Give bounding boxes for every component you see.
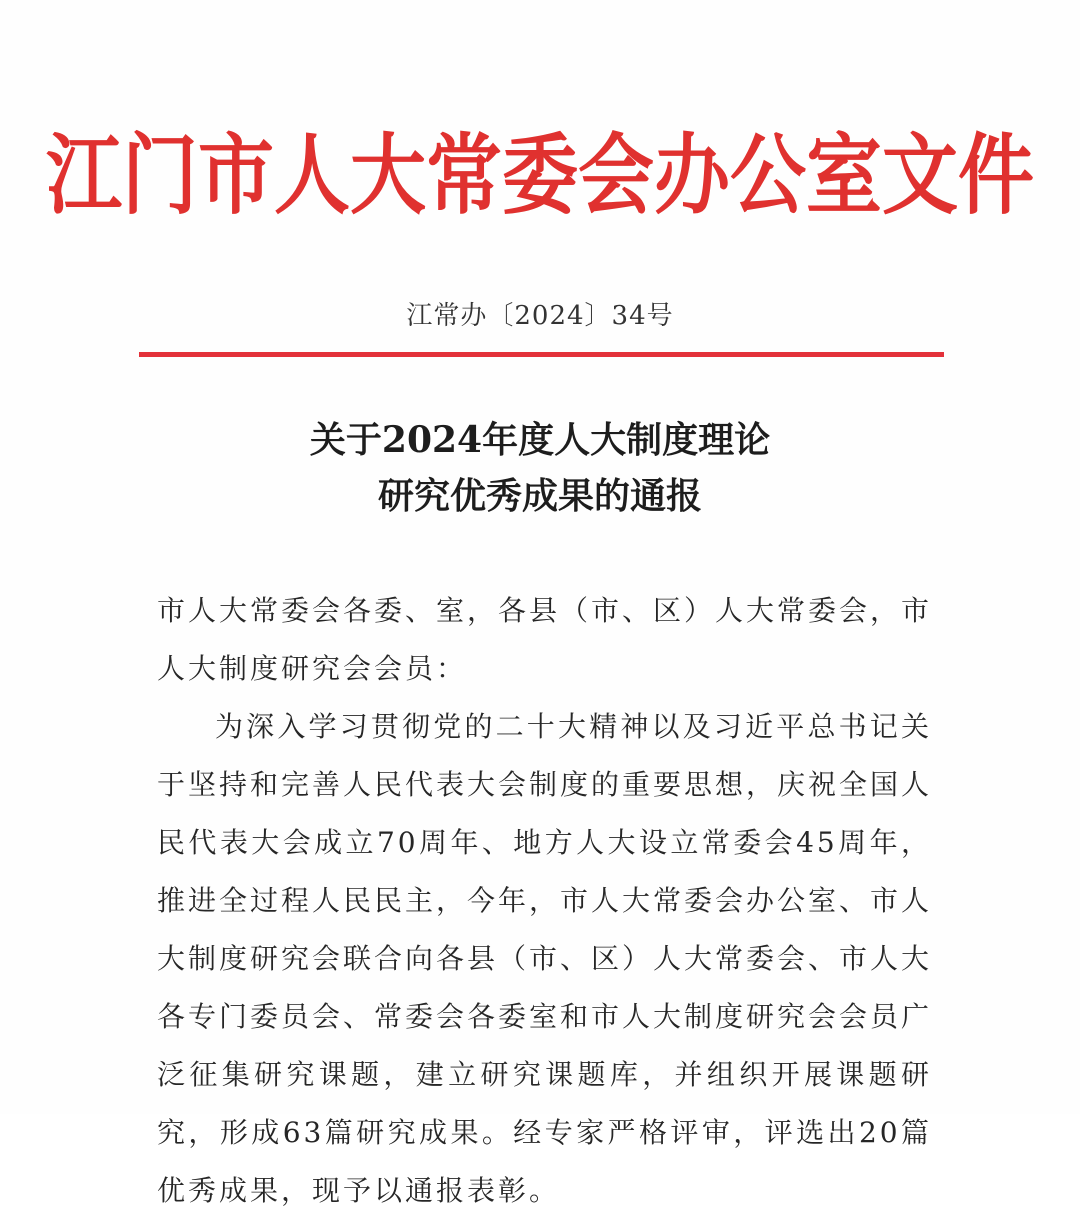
red-divider-line: [139, 352, 944, 357]
document-number: 江常办〔2024〕34号: [406, 301, 674, 331]
document-body: [157, 582, 932, 1220]
notice-title-line-1: 关于2024年度人大制度理论: [309, 419, 771, 461]
notice-title: [0, 412, 1080, 524]
salutation-paragraph: 市人大常委会各委、室，各县（市、区）人大常委会，市人大制度研究会会员：: [157, 594, 933, 685]
body-paragraph: 为深入学习贯彻党的二十大精神以及习近平总书记关于坚持和完善人民代表大会制度的重要思想，庆祝全国人民代表大会成立70周年、地方人大设立常委会45周年，推进全过程人民民主，今年，市人大常委会办公室、市人大制度研究会联合向各县（市、区）人大常委会、市人大各专门委员会、常委会各委室和市人大制度研究会会员广泛征集研究课题，建立研究课题库，并组织开展课题研究，形成63篇研究成果。经专家严格评审，评选出20篇优秀成果，现予以通报表彰。: [157, 710, 933, 1207]
notice-title-line-2: 研究优秀成果的通报: [377, 475, 702, 517]
document-header-title: 江门市人大常委会办公室文件: [46, 123, 1034, 227]
